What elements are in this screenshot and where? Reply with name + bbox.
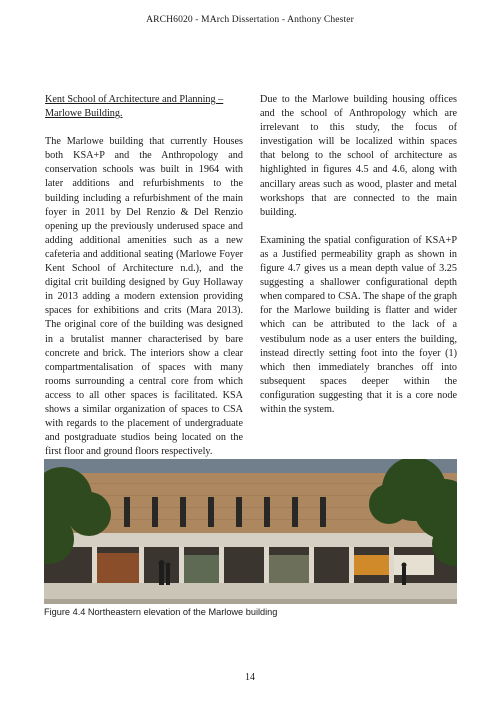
left-column bbox=[45, 93, 243, 473]
right-paragraph-1: Due to the Marlowe building housing offices and the school of Anthropology which are irrelevant to this study, the focus of investigation will be localized within spaces that belong to the school of architecture as highlighted in figures 4.5 and 4.6, along with ancillary areas such as wood, plaster and metal workshops that are connected to the main building. bbox=[260, 94, 457, 218]
page-number: 14 bbox=[245, 672, 255, 683]
left-paragraph-1: The Marlowe building that currently Houses both KSA+P and the Anthropology and conservation schools was built in 1964 with later additions and refurbishments to the building including a refurbishment of the main foyer in 2011 by Del Renzio & Del Renzio opening up the previously underused space and adding additional amenities such as a new cafeteria and additional seating (Marlowe Foyer Kent School of Architecture n.d.), and the digital crit building designed by Guy Hollaway in 2013 adding a modern extension providing spaces for exhibitions and crits (Mara 2013). The original core of the building was designed in a brutalist manner characterised by bare concrete and brick. The interiors show a clear compartmentalisation of spaces with many rooms surrounding a central core from which access to all other spaces is facilitated. KSA shows a similar organization of spaces to CSA with regards to the placement of undergraduate and postgraduate studios being located on the first floor and ground floors respectively. bbox=[45, 136, 243, 458]
photo-concrete-band bbox=[44, 533, 457, 547]
section-title: Kent School of Architecture and Planning – Marlowe Building. bbox=[45, 94, 224, 120]
building-photo bbox=[44, 459, 457, 604]
figure-caption: Figure 4.4 Northeastern elevation of the Marlowe building bbox=[44, 607, 278, 617]
right-paragraph-2: Examining the spatial configuration of KSA+P as a Justified permeability graph as shown in figure 4.7 gives us a mean depth value of 3.25 suggesting a shallower configurational depth when compared to CSA. The shape of the graph for the Marlowe building is flatter and wider which can be attributed to the lack of a vestibulum node as a user enters the building, instead directly setting foot into the foyer (1) which then immediately branches off into subsequent spaces deeper within the configuration suggesting that it is a core node within the system. bbox=[260, 234, 457, 415]
running-header: ARCH6020 - MArch Dissertation - Anthony Chester bbox=[146, 14, 354, 25]
right-column bbox=[260, 93, 457, 431]
